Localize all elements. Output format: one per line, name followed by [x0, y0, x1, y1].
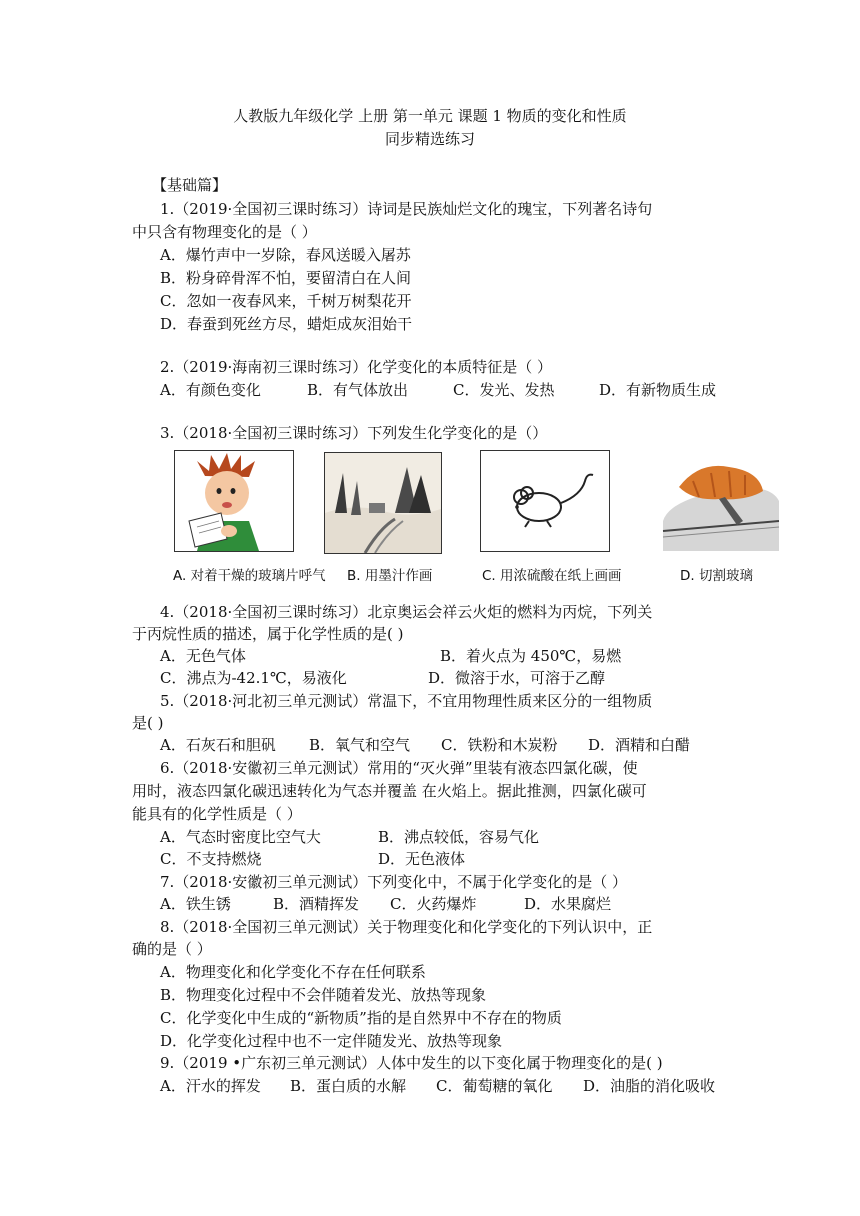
q6-option-c: C．不支持燃烧	[160, 850, 262, 868]
caption-d: D. 切割玻璃	[680, 568, 753, 584]
q6-stem-line3: 能具有的化学性质是（ ）	[132, 805, 302, 823]
q9-option-a: A．汗水的挥发	[160, 1077, 261, 1095]
q8-stem-line1: 8.（2018·全国初三单元测试）关于物理变化和化学变化的下列认识中，正	[160, 918, 653, 936]
q6-option-a: A．气态时密度比空气大	[160, 828, 321, 846]
q6-option-d: D．无色液体	[378, 850, 466, 868]
q6-option-b: B．沸点较低，容易气化	[378, 828, 540, 846]
q9-stem: 9.（2019 •广东初三单元测试）人体中发生的以下变化属于物理变化的是( )	[160, 1054, 663, 1072]
q7-stem: 7.（2018·安徽初三单元测试）下列变化中，不属于化学变化的是（ ）	[160, 873, 628, 891]
q4-option-d: D．微溶于水，可溶于乙醇	[428, 669, 606, 687]
q4-stem-line2: 于丙烷性质的描述，属于化学性质的是( )	[132, 625, 404, 643]
section-heading: 【基础篇】	[152, 176, 228, 194]
q1-option-c: C．忽如一夜春风来，千树万树梨花开	[160, 292, 412, 310]
figure-a-breathing-on-glass	[174, 450, 294, 552]
figure-b-ink-painting	[324, 452, 442, 554]
q5-option-c: C．铁粉和木炭粉	[441, 736, 558, 754]
q5-stem-line2: 是( )	[132, 714, 164, 732]
q4-stem-line1: 4.（2018·全国初三课时练习）北京奥运会祥云火炬的燃料为丙烷，下列关	[160, 603, 653, 621]
q2-option-a: A．有颜色变化	[160, 381, 261, 399]
q5-stem-line1: 5.（2018·河北初三单元测试）常温下，不宜用物理性质来区分的一组物质	[160, 692, 653, 710]
q2-stem: 2.（2019·海南初三课时练习）化学变化的本质特征是（ ）	[160, 358, 553, 376]
q5-option-a: A．石灰石和胆矾	[160, 736, 276, 754]
q8-stem-line2: 确的是（ ）	[132, 940, 212, 958]
page-subtitle: 同步精选练习	[384, 130, 475, 148]
q8-option-c: C．化学变化中生成的“新物质”指的是自然界中不存在的物质	[160, 1009, 562, 1027]
q4-option-c: C．沸点为-42.1℃，易液化	[160, 669, 347, 687]
q9-option-c: C．葡萄糖的氧化	[436, 1077, 553, 1095]
q7-option-c: C．火药爆炸	[390, 895, 477, 913]
caption-c: C. 用浓硫酸在纸上画画	[482, 568, 622, 584]
q9-option-b: B．蛋白质的水解	[290, 1077, 407, 1095]
q8-option-b: B．物理变化过程中不会伴随着发光、放热等现象	[160, 986, 487, 1004]
q8-option-a: A．物理变化和化学变化不存在任何联系	[160, 963, 426, 981]
figure-c-acid-drawing	[480, 450, 610, 552]
q3-figures	[170, 450, 790, 558]
q4-option-b: B．着火点为 450℃，易燃	[440, 647, 622, 665]
q5-option-b: B．氧气和空气	[309, 736, 411, 754]
q7-option-a: A．铁生锈	[160, 895, 231, 913]
q1-option-b: B．粉身碎骨浑不怕，要留清白在人间	[160, 269, 412, 287]
q6-stem-line2: 用时，液态四氯化碳迅速转化为气态并覆盖 在火焰上。据此推测，四氯化碳可	[132, 782, 647, 800]
page-title: 人教版九年级化学 上册 第一单元 课题 1 物质的变化和性质	[233, 107, 627, 125]
q7-option-d: D．水果腐烂	[524, 895, 612, 913]
q2-option-c: C．发光、发热	[453, 381, 555, 399]
q6-stem-line1: 6.（2018·安徽初三单元测试）常用的“灭火弹”里装有液态四氯化碳，使	[160, 759, 638, 777]
q2-option-d: D．有新物质生成	[599, 381, 717, 399]
q1-stem-line2: 中只含有物理变化的是（ ）	[132, 223, 317, 241]
q4-option-a: A．无色气体	[160, 647, 246, 665]
q3-stem: 3.（2018·全国初三课时练习）下列发生化学变化的是（）	[160, 424, 548, 442]
q8-option-d: D．化学变化过程中也不一定伴随发光、放热等现象	[160, 1032, 503, 1050]
q1-stem-line1: 1.（2019·全国初三课时练习）诗词是民族灿烂文化的瑰宝，下列著名诗句	[160, 200, 653, 218]
caption-b: B. 用墨汁作画	[347, 568, 433, 584]
q5-option-d: D．酒精和白醋	[588, 736, 691, 754]
q9-option-d: D．油脂的消化吸收	[583, 1077, 716, 1095]
q2-option-b: B．有气体放出	[307, 381, 409, 399]
q1-option-d: D．春蚕到死丝方尽，蜡炬成灰泪始干	[160, 315, 413, 333]
figure-d-cutting-glass	[658, 450, 784, 552]
caption-a: A. 对着干燥的玻璃片呼气	[173, 568, 326, 584]
q7-option-b: B．酒精挥发	[273, 895, 360, 913]
q1-option-a: A．爆竹声中一岁除，春风送暖入屠苏	[160, 246, 411, 264]
